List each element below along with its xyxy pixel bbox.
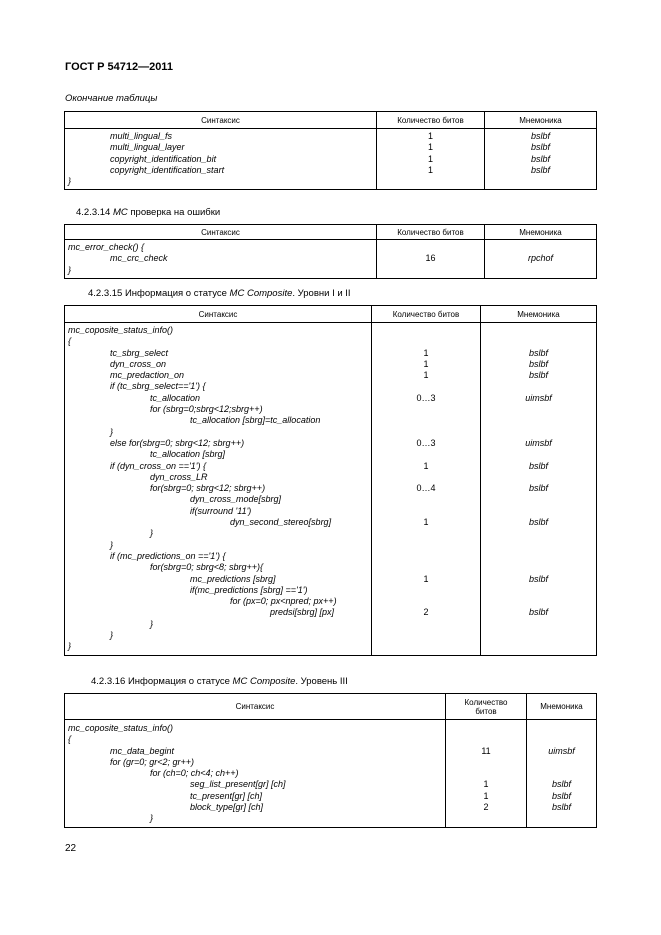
mnemonic-value: uimsbf [525,437,552,448]
syntax-cell [65,323,372,656]
code-line: tc_allocation [sbrg]=tc_allocation [190,415,321,426]
mnemonic-value: bslbf [528,573,548,584]
mnemonic-value: bslbf [528,517,548,528]
section-italic-term: MC [112,207,128,218]
code-line: copyright_identification_bit [110,153,217,164]
mnemonic-value: bslbf [528,483,548,494]
bits-value: 0…3 [416,437,436,448]
section-italic-term: MC Composite [229,288,293,299]
column-header-bits [446,694,527,720]
page-number: 22 [65,843,77,854]
syntax-cell [65,720,446,828]
bits-value: 1 [423,517,429,528]
column-header-syntax: Синтаксис [65,694,446,720]
mnemonic-value: bslbf [551,790,571,801]
syntax-cell [65,129,377,190]
code-line: } [68,176,72,187]
section-title: 4.2.3.15 Информация о статусе [88,288,227,299]
code-line: dyn_second_stereo[sbrg] [230,517,332,528]
code-line: mc_predictions [sbrg] [190,573,276,584]
document-header: ГОСТ Р 54712—2011 [65,61,173,73]
table-continuation [64,111,597,190]
code-line: block_type[gr] [ch] [190,802,264,813]
bits-value: 2 [423,607,429,618]
column-header-bits-line1: Количество [464,697,508,707]
code-line: mc_coposite_status_info() [68,723,174,733]
code-line: } [150,528,154,539]
bits-value: 11 [481,745,491,756]
bits-value: 1 [423,370,429,381]
section-title-suffix: . Уровни I и II [292,288,351,299]
code-line: for (sbrg=0;sbrg<12;sbrg++) [150,404,263,415]
mnemonic-cell [485,129,597,190]
mnemonic-value: bslbf [528,460,548,471]
column-header-bits: Количество битов [372,306,481,323]
column-header-syntax: Синтаксис [65,225,377,240]
mnemonic-value: bslbf [530,153,550,164]
column-header-mnemonic: Мнемоника [485,112,597,129]
code-line: multi_lingual_layer [110,142,185,153]
syntax-cell [65,240,377,279]
section-title-suffix: . Уровень III [295,676,348,687]
mnemonic-value: uimsbf [525,392,552,403]
mnemonic-cell [485,240,597,279]
mnemonic-value: bslbf [528,370,548,381]
table-mc-composite-status-1-2 [64,305,597,656]
bits-value: 16 [425,253,436,264]
code-line: mc_predaction_on [110,370,185,381]
code-line: tc_allocation [150,392,201,403]
mnemonic-value: rpchof [527,253,553,264]
mnemonic-cell [527,720,597,828]
code-line: } [110,630,114,641]
code-line: copyright_identification_start [110,164,225,175]
mnemonic-value: uimsbf [548,745,575,756]
bits-value: 0…3 [416,392,436,403]
bits-value: 1 [483,779,489,790]
code-line: for (ch=0; ch<4; ch++) [150,768,239,779]
code-line: if (tc_sbrg_select=='1') { [110,381,206,392]
code-line: seg_list_present[gr] [ch] [190,779,286,790]
section-heading-4-2-3-15 [88,288,351,299]
column-header-bits: Количество битов [377,225,485,240]
code-line: for(sbrg=0; sbrg<8; sbrg++){ [150,562,264,573]
code-line: } [68,641,72,652]
mnemonic-value: bslbf [551,802,571,813]
code-line: { [68,734,72,745]
bits-cell [446,720,527,828]
code-line: if (dyn_cross_on =='1') { [110,460,206,471]
code-line: dyn_cross_on [110,358,167,369]
table-mc-composite-status-3 [64,693,597,828]
code-line: mc_crc_check [110,253,168,264]
code-line: } [110,539,114,550]
bits-value: 1 [427,153,433,164]
code-line: else for(sbrg=0; sbrg<12; sbrg++) [110,437,245,448]
code-line: if (mc_predictions_on =='1') { [110,550,226,561]
code-line: mc_data_begint [110,745,175,756]
code-line: if(mc_predictions [sbrg] =='1') [190,584,308,595]
bits-value: 2 [483,802,489,813]
section-title: проверка на ошибки [130,207,221,218]
code-line: { [68,336,72,347]
column-header-syntax: Синтаксис [65,306,372,323]
mnemonic-value: bslbf [530,131,550,141]
section-number: 4.2.3.14 [76,207,111,218]
bits-cell [377,129,485,190]
code-line: tc_present[gr] [ch] [190,790,263,801]
bits-value: 1 [427,142,433,153]
code-line: tc_allocation [sbrg] [150,449,226,460]
code-line: } [150,618,154,629]
table-continuation-label: Окончание таблицы [65,93,158,104]
code-line: mc_coposite_status_info() [68,325,174,335]
column-header-syntax: Синтаксис [65,112,377,129]
code-line: for(sbrg=0; sbrg<12; sbrg++) [150,483,266,494]
column-header-mnemonic: Мнемоника [527,694,597,720]
mnemonic-value: bslbf [528,607,548,618]
section-italic-term: MC Composite [232,676,296,687]
bits-cell [372,323,481,656]
bits-value: 1 [423,460,429,471]
column-header-bits: Количество битов [377,112,485,129]
bits-value: 1 [427,164,433,175]
code-line: mc_error_check() { [68,242,145,252]
mnemonic-cell [481,323,597,656]
code-line: } [150,813,154,824]
mnemonic-value: bslbf [530,164,550,175]
bits-value: 1 [423,347,429,358]
code-line: multi_lingual_fs [110,131,173,141]
bits-value: 0…4 [416,483,436,494]
bits-value: 1 [427,131,433,141]
mnemonic-value: bslbf [528,358,548,369]
bits-value: 1 [423,358,429,369]
mnemonic-value: bslbf [528,347,548,358]
mnemonic-value: bslbf [551,779,571,790]
code-line: tc_sbrg_select [110,347,169,358]
column-header-bits-line2: битов [475,706,497,716]
column-header-mnemonic: Мнемоника [485,225,597,240]
mnemonic-value: bslbf [530,142,550,153]
code-line: dyn_cross_LR [150,471,208,482]
section-title: 4.2.3.16 Информация о статусе [91,676,230,687]
code-line: for (gr=0; gr<2; gr++) [110,756,195,767]
bits-value: 1 [423,573,429,584]
table-mc-error-check [64,224,597,279]
code-line: for (px=0; px<npred; px++) [230,596,337,607]
code-line: } [110,426,114,437]
column-header-mnemonic: Мнемоника [481,306,597,323]
code-line: if(surround '11') [190,505,252,516]
section-heading-4-2-3-16 [91,676,348,687]
bits-cell [377,240,485,279]
section-heading-4-2-3-14 [76,207,220,218]
code-line: dyn_cross_mode[sbrg] [190,494,282,505]
code-line: predsi[sbrg] [px] [270,607,335,618]
code-line: } [68,264,72,275]
bits-value: 1 [483,790,489,801]
